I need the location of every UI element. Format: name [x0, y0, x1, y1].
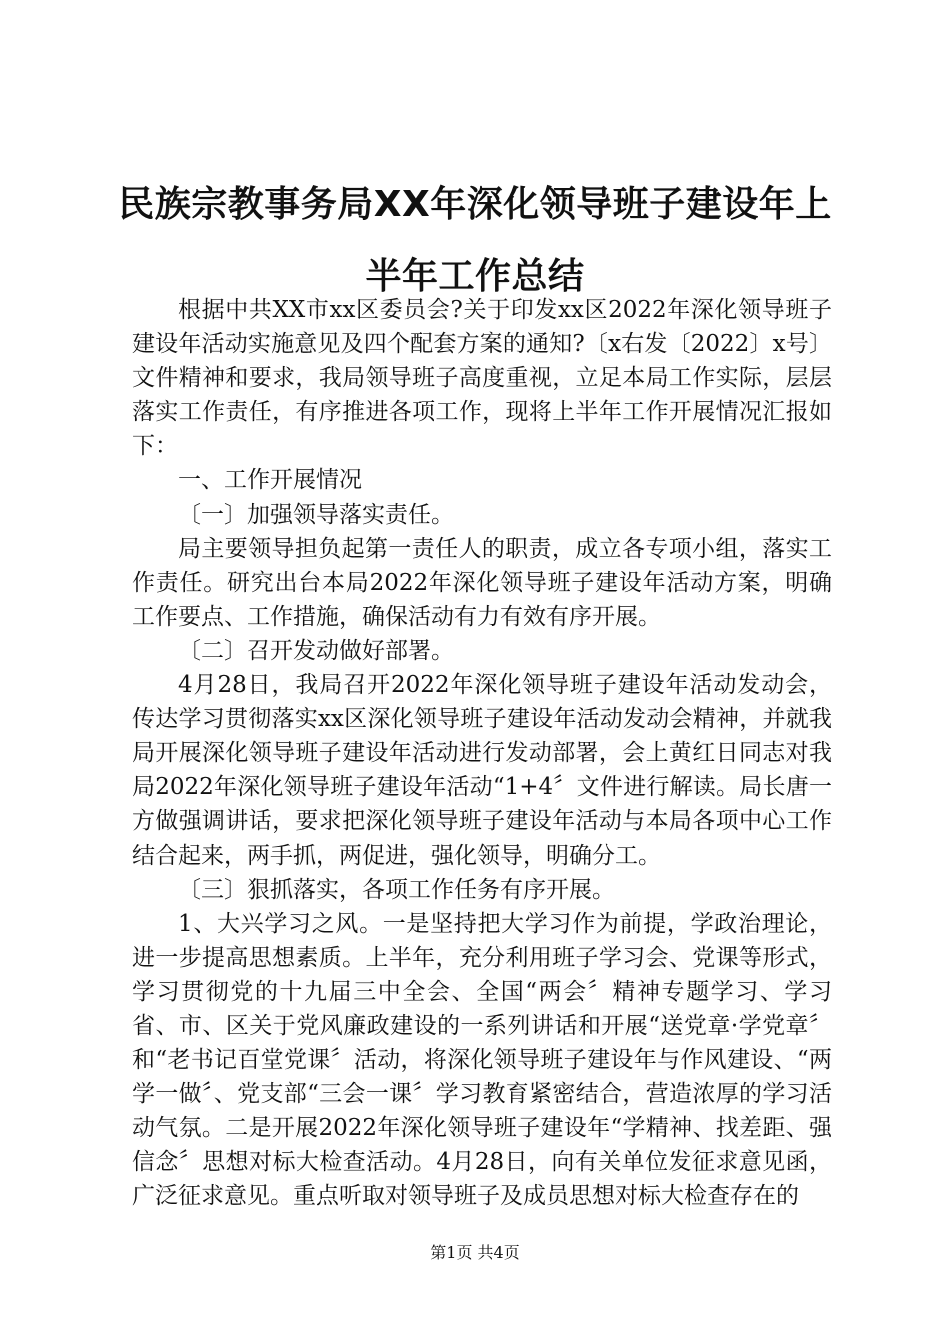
section-heading-1: 一、工作开展情况 [178, 467, 362, 494]
subsection-heading-1: 〔一〕加强领导落实责任。 [178, 501, 454, 528]
document-body [132, 293, 832, 1214]
page-footer: 第1页 共4页 [430, 1243, 520, 1262]
subsection-heading-3: 〔三〕狠抓落实，各项工作任务有序开展。 [178, 876, 615, 903]
subsection-heading-2: 〔二〕召开发动做好部署。 [178, 637, 454, 664]
paragraph-intro: 根据中共XX市xx区委员会?关于印发xx区2022年深化领导班子建设年活动实施意见及四个配套方案的通知?〔x右发〔2022〕x号〕文件精神和要求，我局领导班子高度重视，立足本局工作实际，层层落实工作责任，有序推进各项工作，现将上半年工作开展情况汇报如下： [132, 297, 832, 460]
paragraph-1: 局主要领导担负起第一责任人的职责，成立各专项小组，落实工作责任。研究出台本局2022年深化领导班子建设年活动方案，明确工作要点、工作措施，确保活动有力有效有序开展。 [132, 535, 832, 630]
document-title-line-2: 半年工作总结 [365, 256, 585, 297]
paragraph-2: 4月28日，我局召开2022年深化领导班子建设年活动发动会，传达学习贯彻落实xx区深化领导班子建设年活动发动会精神，并就我局开展深化领导班子建设年活动进行发动部署，会上黄红日同志对我局2022年深化领导班子建设年活动“1+4〞文件进行解读。局长唐一方做强调讲话，要求把深化领导班子建设年活动与本局各项中心工作结合起来，两手抓，两促进，强化领导，明确分工。 [132, 672, 832, 869]
document-title-line-1: 民族宗教事务局XX年深化领导班子建设年上 [118, 184, 832, 225]
paragraph-3: 1、大兴学习之风。一是坚持把大学习作为前提，学政治理论，进一步提高思想素质。上半年，充分利用班子学习会、党课等形式，学习贯彻党的十九届三中全会、全国“两会〞精神专题学习、学习省、市、区关于党风廉政建设的一系列讲话和开展“送党章·学党章〞和“老书记百堂党课〞活动，将深化领导班子建设年与作风建设、“两学一做〞、党支部“三会一课〞学习教育紧密结合，营造浓厚的学习活动气氛。二是开展2022年深化领导班子建设年“学精神、找差距、强信念〞思想对标大检查活动。4月28日，向有关单位发征求意见函，广泛征求意见。重点听取对领导班子及成员思想对标大检查存在的 [132, 910, 832, 1210]
